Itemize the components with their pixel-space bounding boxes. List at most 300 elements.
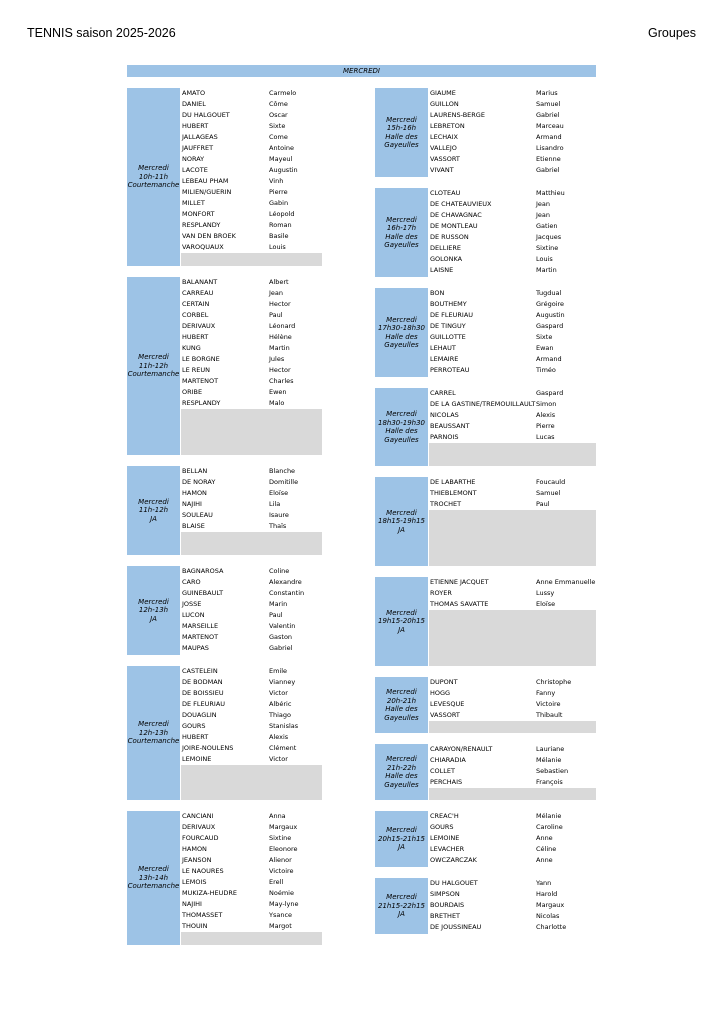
player-first-name: Emile: [269, 667, 288, 675]
group-block: [375, 811, 596, 867]
player-first-name: Fanny: [536, 689, 556, 697]
page-header-right: Groupes: [648, 26, 696, 40]
player-last-name: TROCHET: [430, 500, 462, 508]
player-last-name: DUPONT: [430, 678, 458, 686]
player-row: [181, 588, 322, 599]
player-first-name: Victor: [269, 755, 288, 763]
player-first-name: Foucauld: [536, 478, 566, 486]
player-first-name: Marceau: [536, 122, 564, 130]
player-first-name: Margot: [269, 922, 292, 930]
player-row: [429, 699, 596, 710]
group-label: Mercredi 11h-12h JA: [127, 466, 180, 555]
player-row: [181, 833, 322, 844]
player-first-name: Noémie: [269, 889, 294, 897]
player-row: [181, 121, 322, 132]
player-first-name: Victor: [269, 689, 288, 697]
group-block: [127, 666, 322, 800]
player-last-name: BOURDAIS: [430, 901, 465, 909]
player-first-name: Alexis: [536, 411, 556, 419]
player-first-name: François: [536, 778, 563, 786]
player-last-name: ETIENNE JACQUET: [430, 578, 489, 586]
player-last-name: HAMON: [182, 845, 207, 853]
player-row: [181, 577, 322, 588]
group-label: Mercredi 17h30-18h30 Halle des Gayeulles: [375, 288, 428, 377]
player-first-name: Gaspard: [536, 389, 564, 397]
player-list: [181, 277, 322, 455]
player-first-name: Alexandre: [269, 578, 302, 586]
player-last-name: GUILLOTTE: [430, 333, 466, 341]
player-first-name: May-lyne: [269, 900, 299, 908]
player-first-name: Vianney: [269, 678, 296, 686]
player-first-name: Gaspard: [536, 322, 564, 330]
player-last-name: LAURENS-BERGE: [430, 111, 485, 119]
player-first-name: Samuel: [536, 489, 561, 497]
group-block: [127, 277, 322, 455]
player-first-name: Gabriel: [536, 166, 560, 174]
player-first-name: Thiago: [269, 711, 291, 719]
player-last-name: GUILLON: [430, 100, 459, 108]
player-row: [181, 299, 322, 310]
player-first-name: Constantin: [269, 589, 305, 597]
player-first-name: Hector: [269, 300, 291, 308]
group-block: [375, 577, 596, 666]
group-label: Mercredi 20h-21h Halle des Gayeulles: [375, 677, 428, 733]
player-last-name: LEVESQUE: [430, 700, 465, 708]
player-last-name: DANIEL: [182, 100, 206, 108]
player-row: [181, 477, 322, 488]
player-last-name: DE NORAY: [182, 478, 216, 486]
player-last-name: VAROQUAUX: [182, 243, 224, 251]
player-row: [429, 199, 596, 210]
player-last-name: GOURS: [182, 722, 206, 730]
player-list: [429, 388, 596, 466]
player-row: [429, 310, 596, 321]
player-last-name: DE LABARTHE: [430, 478, 476, 486]
player-last-name: LEHAUT: [430, 344, 456, 352]
player-last-name: DE TINGUY: [430, 322, 466, 330]
player-row: [181, 743, 322, 754]
player-first-name: Hector: [269, 366, 291, 374]
player-first-name: Mayeul: [269, 155, 293, 163]
player-last-name: MILLET: [182, 199, 205, 207]
group-block: [375, 878, 596, 934]
player-row: [181, 354, 322, 365]
player-row: [181, 88, 322, 99]
player-row: [429, 755, 596, 766]
player-first-name: Domitille: [269, 478, 299, 486]
group-label: Mercredi 11h-12h Courtemanche: [127, 277, 180, 455]
player-last-name: MARSEILLE: [182, 622, 219, 630]
empty-slot-area: [429, 443, 596, 466]
player-first-name: Jules: [269, 355, 285, 363]
player-list: [429, 288, 596, 377]
player-row: [181, 710, 322, 721]
group-block: [375, 677, 596, 733]
player-last-name: NAJIHI: [182, 500, 202, 508]
player-first-name: Louis: [269, 243, 286, 251]
player-row: [429, 299, 596, 310]
player-row: [181, 721, 322, 732]
player-row: [181, 822, 322, 833]
player-last-name: DE MONTLEAU: [430, 222, 478, 230]
player-row: [429, 110, 596, 121]
group-label: Mercredi 16h-17h Halle des Gayeulles: [375, 188, 428, 277]
player-first-name: Charles: [269, 377, 294, 385]
player-row: [429, 710, 596, 721]
player-last-name: DE LA GASTINE/TREMOUILLAULT: [430, 400, 536, 408]
player-row: [429, 254, 596, 265]
player-row: [181, 132, 322, 143]
player-row: [181, 277, 322, 288]
player-row: [181, 398, 322, 409]
player-row: [181, 176, 322, 187]
player-row: [181, 877, 322, 888]
player-last-name: DE CHAVAGNAC: [430, 211, 482, 219]
group-label: Mercredi 20h15-21h15 JA: [375, 811, 428, 867]
player-last-name: ROYER: [430, 589, 452, 597]
group-label: Mercredi 12h-13h JA: [127, 566, 180, 655]
player-first-name: Paul: [269, 611, 283, 619]
player-last-name: BELLAN: [182, 467, 208, 475]
player-first-name: Sixte: [269, 122, 286, 130]
player-first-name: Lila: [269, 500, 281, 508]
player-row: [181, 288, 322, 299]
player-last-name: DE FLEURIAU: [182, 700, 226, 708]
player-row: [181, 899, 322, 910]
player-row: [181, 599, 322, 610]
player-first-name: Valentin: [269, 622, 296, 630]
player-last-name: HAMON: [182, 489, 207, 497]
empty-slot-area: [181, 532, 322, 555]
player-last-name: CASTELEIN: [182, 667, 218, 675]
player-first-name: Christophe: [536, 678, 572, 686]
player-row: [429, 332, 596, 343]
player-last-name: PERCHAIS: [430, 778, 463, 786]
player-row: [429, 354, 596, 365]
player-last-name: MONFORT: [182, 210, 215, 218]
player-row: [429, 221, 596, 232]
player-row: [429, 399, 596, 410]
player-list: [181, 466, 322, 555]
player-row: [181, 209, 322, 220]
player-row: [429, 421, 596, 432]
player-row: [181, 921, 322, 932]
player-last-name: RESPLANDY: [182, 399, 221, 407]
player-first-name: Stanislas: [269, 722, 299, 730]
player-row: [429, 688, 596, 699]
player-first-name: Etienne: [536, 155, 561, 163]
player-row: [429, 477, 596, 488]
player-first-name: Thaïs: [269, 522, 287, 530]
player-last-name: MARTENOT: [182, 633, 219, 641]
player-first-name: Eleonore: [269, 845, 298, 853]
group-block: [375, 477, 596, 566]
player-row: [181, 343, 322, 354]
player-first-name: Victoire: [269, 867, 294, 875]
player-row: [181, 566, 322, 577]
empty-slot-area: [181, 409, 322, 455]
player-row: [429, 243, 596, 254]
player-last-name: LE BORGNE: [182, 355, 220, 363]
empty-slot-area: [429, 721, 596, 733]
player-row: [429, 188, 596, 199]
player-first-name: Isaure: [269, 511, 289, 519]
player-row: [181, 910, 322, 921]
player-row: [429, 143, 596, 154]
player-last-name: DERIVAUX: [182, 823, 216, 831]
group-block: [375, 744, 596, 800]
player-row: [429, 88, 596, 99]
player-last-name: CREAC'H: [430, 812, 459, 820]
player-row: [429, 599, 596, 610]
player-last-name: CARREAU: [182, 289, 214, 297]
player-first-name: Lisandro: [536, 144, 564, 152]
player-row: [429, 232, 596, 243]
group-block: [127, 466, 322, 555]
player-last-name: JOSSE: [182, 600, 202, 608]
player-first-name: Mélanie: [536, 812, 562, 820]
player-first-name: Hélène: [269, 333, 292, 341]
player-list: [429, 677, 596, 733]
player-row: [181, 844, 322, 855]
group-block: [375, 188, 596, 277]
player-list: [181, 666, 322, 800]
player-last-name: DE CHATEAUVIEUX: [430, 200, 492, 208]
player-row: [429, 288, 596, 299]
player-first-name: Anne: [536, 856, 553, 864]
player-last-name: LACOTE: [182, 166, 208, 174]
player-list: [181, 88, 322, 266]
group-label: Mercredi 19h15-20h15 JA: [375, 577, 428, 666]
player-row: [429, 855, 596, 866]
player-first-name: Basile: [269, 232, 289, 240]
player-first-name: Coline: [269, 567, 290, 575]
player-first-name: Timéo: [536, 366, 556, 374]
player-first-name: Samuel: [536, 100, 561, 108]
player-last-name: BON: [430, 289, 445, 297]
player-last-name: JEANSON: [182, 856, 212, 864]
player-last-name: LAISNE: [430, 266, 454, 274]
player-first-name: Ewan: [536, 344, 554, 352]
player-row: [181, 376, 322, 387]
player-row: [181, 499, 322, 510]
player-last-name: GOLONKA: [430, 255, 463, 263]
player-last-name: DELLIERE: [430, 244, 462, 252]
player-row: [429, 822, 596, 833]
player-row: [181, 610, 322, 621]
player-first-name: Matthieu: [536, 189, 565, 197]
player-first-name: Caroline: [536, 823, 563, 831]
player-row: [181, 143, 322, 154]
player-last-name: BOUTHEMY: [430, 300, 467, 308]
player-row: [429, 777, 596, 788]
player-row: [181, 332, 322, 343]
player-last-name: THIEBLEMONT: [430, 489, 477, 497]
player-last-name: GOURS: [430, 823, 454, 831]
player-row: [181, 242, 322, 253]
player-first-name: Augustin: [269, 166, 298, 174]
player-row: [429, 99, 596, 110]
player-row: [181, 110, 322, 121]
player-row: [181, 231, 322, 242]
player-last-name: DE BOISSIEU: [182, 689, 224, 697]
player-first-name: Jean: [536, 200, 551, 208]
player-first-name: Pierre: [536, 422, 555, 430]
player-first-name: Charlotte: [536, 923, 567, 931]
player-last-name: KUNG: [182, 344, 201, 352]
player-last-name: THOMAS SAVATTE: [430, 600, 489, 608]
player-first-name: Victoire: [536, 700, 561, 708]
player-first-name: Albert: [269, 278, 289, 286]
player-first-name: Sebastien: [536, 767, 569, 775]
player-last-name: DE JOUSSINEAU: [430, 923, 482, 931]
player-last-name: LEMOINE: [182, 755, 212, 763]
player-first-name: Oscar: [269, 111, 288, 119]
player-first-name: Tugdual: [536, 289, 562, 297]
player-last-name: CLOTEAU: [430, 189, 461, 197]
player-row: [429, 878, 596, 889]
player-last-name: DE BODMAN: [182, 678, 223, 686]
player-row: [429, 833, 596, 844]
player-first-name: Gaston: [269, 633, 293, 641]
empty-slot-area: [429, 610, 596, 666]
player-first-name: Armand: [536, 355, 562, 363]
player-last-name: MAUPAS: [182, 644, 209, 652]
empty-slot-area: [429, 788, 596, 800]
player-row: [429, 321, 596, 332]
player-list: [429, 188, 596, 277]
player-row: [181, 732, 322, 743]
player-last-name: DOUAGLIN: [182, 711, 217, 719]
player-first-name: Anne Emmanuelle: [536, 578, 596, 586]
group-label: Mercredi 18h30-19h30 Halle des Gayeulles: [375, 388, 428, 466]
group-block: [375, 388, 596, 466]
player-first-name: Anne: [536, 834, 553, 842]
player-first-name: Margaux: [536, 901, 565, 909]
player-first-name: Harold: [536, 890, 558, 898]
player-row: [429, 132, 596, 143]
player-first-name: Alexis: [269, 733, 289, 741]
player-row: [181, 811, 322, 822]
player-first-name: Martin: [536, 266, 557, 274]
group-label: Mercredi 13h-14h Courtemanche: [127, 811, 180, 945]
player-last-name: CORBEL: [182, 311, 209, 319]
player-last-name: CARO: [182, 578, 201, 586]
player-row: [181, 154, 322, 165]
player-first-name: Margaux: [269, 823, 298, 831]
player-first-name: Lucas: [536, 433, 555, 441]
player-row: [429, 343, 596, 354]
player-row: [181, 365, 322, 376]
player-last-name: THOUIN: [182, 922, 208, 930]
player-row: [429, 365, 596, 376]
player-first-name: Lussy: [536, 589, 555, 597]
player-first-name: Erell: [269, 878, 284, 886]
player-last-name: PARNOIS: [430, 433, 459, 441]
player-last-name: CERTAIN: [182, 300, 210, 308]
player-last-name: DERIVAUX: [182, 322, 216, 330]
player-last-name: LE NAOURES: [182, 867, 224, 875]
player-row: [181, 310, 322, 321]
player-last-name: MARTENOT: [182, 377, 219, 385]
player-last-name: DE RUSSON: [430, 233, 469, 241]
player-first-name: Yann: [536, 879, 552, 887]
player-last-name: GIAUME: [430, 89, 456, 97]
player-row: [181, 165, 322, 176]
player-first-name: Jean: [536, 211, 551, 219]
player-row: [429, 766, 596, 777]
player-last-name: VAN DEN BROEK: [182, 232, 236, 240]
player-row: [181, 99, 322, 110]
group-label: Mercredi 18h15-19h15 JA: [375, 477, 428, 566]
player-last-name: VIVANT: [430, 166, 454, 174]
player-row: [429, 154, 596, 165]
player-last-name: NORAY: [182, 155, 205, 163]
group-label: Mercredi 21h15-22h15 JA: [375, 878, 428, 934]
player-last-name: RESPLANDY: [182, 221, 221, 229]
player-first-name: Gatien: [536, 222, 558, 230]
player-row: [181, 643, 322, 654]
player-last-name: LUCON: [182, 611, 205, 619]
player-last-name: JAUFFRET: [182, 144, 214, 152]
player-last-name: DU HALGOUET: [182, 111, 230, 119]
player-last-name: BALANANT: [182, 278, 218, 286]
player-first-name: Thibault: [536, 711, 563, 719]
player-last-name: LEBEAU PHAM: [182, 177, 229, 185]
player-row: [429, 811, 596, 822]
player-last-name: NICOLAS: [430, 411, 459, 419]
player-first-name: Come: [269, 133, 288, 141]
player-row: [429, 265, 596, 276]
player-last-name: LEMOIS: [182, 878, 207, 886]
player-row: [181, 866, 322, 877]
player-last-name: HUBERT: [182, 733, 209, 741]
player-first-name: Armand: [536, 133, 562, 141]
player-first-name: Vinh: [269, 177, 284, 185]
empty-slot-area: [181, 932, 322, 945]
player-row: [181, 677, 322, 688]
player-last-name: NAJIHI: [182, 900, 202, 908]
player-row: [429, 744, 596, 755]
player-row: [181, 220, 322, 231]
player-first-name: Clément: [269, 744, 297, 752]
player-first-name: Sixtine: [269, 834, 292, 842]
player-last-name: BRETHET: [430, 912, 461, 920]
player-list: [181, 566, 322, 655]
player-list: [181, 811, 322, 945]
player-last-name: OWCZARCZAK: [430, 856, 477, 864]
player-first-name: Albéric: [269, 700, 292, 708]
player-last-name: AMATO: [182, 89, 206, 97]
group-block: [127, 88, 322, 266]
player-last-name: FOURCAUD: [182, 834, 219, 842]
player-last-name: JALLAGEAS: [182, 133, 218, 141]
player-first-name: Augustin: [536, 311, 565, 319]
player-last-name: CHIARADIA: [430, 756, 466, 764]
player-row: [181, 632, 322, 643]
group-label: Mercredi 12h-13h Courtemanche: [127, 666, 180, 800]
group-block: [127, 811, 322, 945]
page-title: TENNIS saison 2025-2026: [27, 26, 176, 40]
player-row: [429, 121, 596, 132]
player-last-name: COLLET: [430, 767, 455, 775]
player-last-name: LEBRETON: [430, 122, 465, 130]
player-row: [181, 621, 322, 632]
player-first-name: Lauriane: [536, 745, 565, 753]
player-last-name: DU HALGOUET: [430, 879, 478, 887]
player-row: [429, 911, 596, 922]
player-row: [181, 466, 322, 477]
